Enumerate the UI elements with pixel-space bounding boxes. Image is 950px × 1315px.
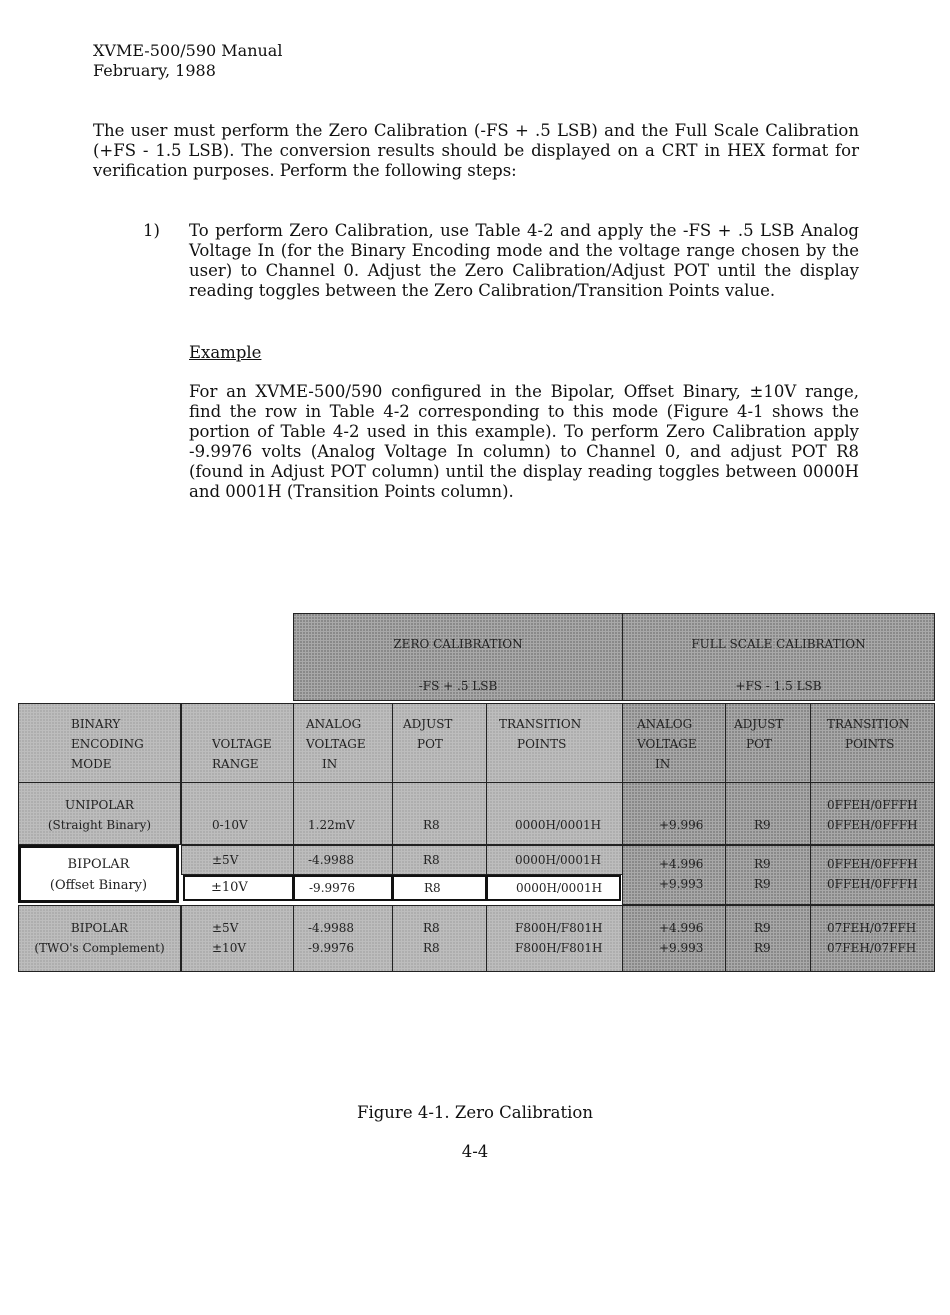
header-text: BINARY [71,717,121,731]
table-cell [293,782,393,845]
cell-text: +4.996 [659,921,704,935]
cell-text: ±5V [212,921,239,935]
header-text: VOLTAGE [637,737,697,751]
figure-caption: Figure 4-1. Zero Calibration [357,1103,593,1122]
table-cell [725,782,811,845]
header-text: POT [746,737,772,751]
header-text: ADJUST [403,717,453,731]
cell-text: 07FEH/07FFH [827,941,917,955]
step-number: 1) [143,221,160,240]
cell-text: R9 [754,857,771,871]
col-header-full-analog [622,703,726,783]
table-cell [392,875,487,901]
table-cell [622,905,726,972]
table-cell [181,782,294,845]
cell-text: (Straight Binary) [47,818,152,832]
cell-text: +9.996 [659,818,704,832]
table-cell [392,905,487,972]
step-text: To perform Zero Calibration, use Table 4-2 and apply the -FS + .5 LSB Analog Voltage In (for the Binary Encoding mode and the voltage range chosen by the user) to Channel 0. Adjust the Zero Calibration/Adjust POT until the display reading toggles between the Zero Calibration/Transition Points value. [189,221,859,300]
page-number: 4-4 [461,1142,489,1161]
example-heading: Example [189,343,262,362]
header-text: VOLTAGE [306,737,366,751]
cell-text: R9 [754,877,771,891]
table-cell [183,875,294,901]
col-header-zero-analog [293,703,393,783]
cell-text: 0000H/0001H [515,818,602,832]
manual-title: XVME-500/590 Manual [93,41,283,60]
table-cell [392,845,487,875]
cell-text: 0000H/0001H [516,881,603,895]
col-header-mode [18,703,181,783]
cell-text: 0FFEH/0FFFH [827,877,918,891]
cell-text: F800H/F801H [515,941,603,955]
table-cell [392,782,487,845]
cell-text: UNIPOLAR [65,798,134,812]
cell-text: R9 [754,941,771,955]
cell-text: -4.9988 [308,921,355,935]
col-header-zero-transition [486,703,623,783]
cell-text: 0FFEH/0FFFH [827,818,918,832]
header-text: TRANSITION [499,717,582,731]
cell-text: -4.9988 [308,853,355,867]
cell-text: ±5V [212,853,239,867]
cell-text: 1.22mV [308,818,355,832]
cell-text: 0-10V [212,818,248,832]
table-cell [810,905,935,972]
full-cal-title: FULL SCALE CALIBRATION [691,637,866,651]
col-header-full-pot [725,703,811,783]
table-cell [181,845,294,875]
cell-text: ±10V [211,880,248,895]
document-header [93,41,282,81]
zero-cal-sub: -FS + .5 LSB [418,679,498,693]
header-text: ENCODING [71,737,144,751]
cell-text: R8 [423,921,440,935]
table-cell [622,782,726,845]
manual-date: February, 1988 [93,61,216,80]
cell-text: (Offset Binary) [49,878,148,893]
example-text: For an XVME-500/590 configured in the Bipolar, Offset Binary, ±10V range, find the row in Table 4-2 corresponding to this mode (Figure 4-1 shows the portion of Table 4-2 used in this example). To perform Zero Calibration apply -9.9976 volts (Analog Voltage In column) to Channel 0, and adjust POT R8 (found in Adjust POT column) until the display reading toggles between 0000H and 0001H (Transition Points column). [189,382,859,501]
header-text: RANGE [212,757,259,771]
table-cell [486,845,623,875]
table-row-unipolar-mode [18,782,181,845]
cell-text: R8 [424,881,441,895]
header-text: IN [322,757,338,771]
cell-text: 0000H/0001H [515,853,602,867]
cell-text: +9.993 [659,941,704,955]
table-cell [293,845,393,875]
table-row-bipolar-twos-mode [18,905,181,972]
table-cell [486,905,623,972]
header-text: ADJUST [734,717,784,731]
header-text: MODE [71,757,112,771]
full-scale-calibration-header [622,613,935,701]
cell-text: R8 [423,853,440,867]
table-cell [725,905,811,972]
table-cell [622,845,726,905]
cell-text: -9.9976 [309,881,356,895]
cell-text: F800H/F801H [515,921,603,935]
cell-text: R9 [754,921,771,935]
intro-paragraph: The user must perform the Zero Calibration (-FS + .5 LSB) and the Full Scale Calibration (+FS - 1.5 LSB). The conversion results should be displayed on a CRT in HEX format for verification purposes. Perform the following steps: [93,121,859,180]
header-text: POT [417,737,443,751]
table-cell [486,782,623,845]
cell-text: +4.996 [659,857,704,871]
col-header-zero-pot [392,703,487,783]
cell-text: R8 [423,818,440,832]
table-cell [293,875,393,901]
zero-cal-title: ZERO CALIBRATION [393,637,523,651]
cell-text: ±10V [212,941,246,955]
header-text: VOLTAGE [212,737,272,751]
full-cal-sub: +FS - 1.5 LSB [735,679,822,693]
cell-text: +9.993 [659,877,704,891]
table-cell [725,845,811,905]
cell-text: 07FEH/07FFH [827,921,917,935]
header-text: POINTS [845,737,895,751]
header-text: POINTS [517,737,567,751]
zero-calibration-header [293,613,623,701]
table-cell [810,845,935,905]
cell-text: -9.9976 [308,941,355,955]
header-text: ANALOG [306,717,362,731]
header-text: IN [655,757,671,771]
cell-text: BIPOLAR [67,857,130,872]
header-text: ANALOG [637,717,693,731]
header-text: TRANSITION [827,717,910,731]
col-header-full-transition [810,703,935,783]
table-cell [293,905,393,972]
cell-text: R9 [754,818,771,832]
cell-text: (TWO's Complement) [34,941,165,955]
table-cell [181,905,294,972]
col-header-range [181,703,294,783]
cell-text: R8 [423,941,440,955]
table-row-bipolar-offset-mode [18,845,179,903]
table-cell [486,875,621,901]
cell-text: 0FFEH/0FFFH [827,798,918,812]
cell-text: BIPOLAR [70,921,129,935]
table-cell [810,782,935,845]
cell-text: 0FFEH/0FFFH [827,857,918,871]
